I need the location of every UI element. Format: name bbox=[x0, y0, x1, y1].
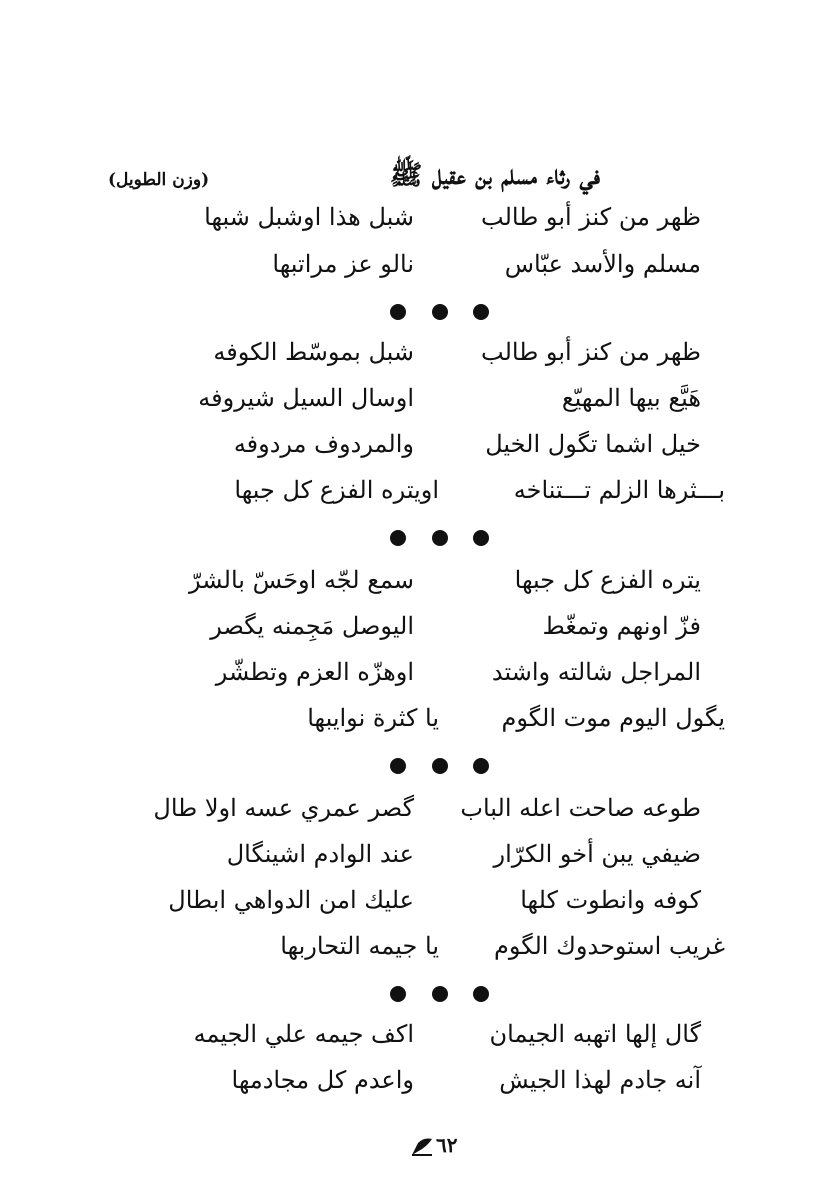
verse bbox=[0, 704, 829, 744]
verse bbox=[0, 476, 829, 516]
verse bbox=[0, 1066, 829, 1106]
quill-icon bbox=[410, 1137, 434, 1157]
verse-first-hemistich: گال إلها اتهبه الجيمان bbox=[489, 1020, 701, 1048]
page-footer bbox=[380, 1133, 500, 1163]
verse-first-hemistich: غريب استوحدوك الگوم bbox=[493, 932, 725, 960]
stanza-separator bbox=[0, 986, 829, 1006]
verse-first-hemistich: يتره الفزع كل جبها bbox=[514, 566, 701, 594]
separator-dot bbox=[432, 986, 448, 1002]
separator-dot bbox=[390, 758, 406, 774]
separator-dot bbox=[390, 530, 406, 546]
verse bbox=[0, 338, 829, 378]
verse-second-hemistich: عليك امن الدواهي ابطال bbox=[168, 886, 414, 914]
stanza-separator bbox=[0, 530, 829, 550]
separator-dot bbox=[390, 986, 406, 1002]
separator-dot bbox=[432, 758, 448, 774]
verse-first-hemistich: آنه جادم لهذا الجيش bbox=[499, 1066, 701, 1094]
verse-second-hemistich: نالو عز مراتبها bbox=[272, 250, 414, 278]
poem-title: في رثاء مسلم بن عقيل ﷺ bbox=[389, 160, 600, 191]
verse bbox=[0, 566, 829, 606]
verse-second-hemistich: سمع لجّه اوحَسّ بالشرّ bbox=[189, 566, 414, 594]
separator-dot bbox=[473, 986, 489, 1002]
verse-second-hemistich: يا جيمه التحاربها bbox=[280, 932, 439, 960]
separator-dot bbox=[390, 304, 406, 320]
verse-first-hemistich: بـــثرها الزلم تـــتناخه bbox=[513, 476, 725, 504]
verse-second-hemistich: يا كثرة نوايبها bbox=[307, 704, 439, 732]
verse-second-hemistich: اوسال السيل شيروفه bbox=[198, 384, 414, 412]
verse-first-hemistich: ضيفي يبن أخو الكرّار bbox=[493, 840, 701, 868]
verse-first-hemistich: ظهر من كنز أبو طالب bbox=[481, 338, 701, 366]
poem-meter: (وزن الطويل) bbox=[108, 170, 210, 190]
verse bbox=[0, 840, 829, 880]
separator-dot bbox=[473, 304, 489, 320]
verse-second-hemistich: گصر عمري عسه اولا طال bbox=[153, 794, 414, 822]
verse-first-hemistich: طوعه صاحت اعله الباب bbox=[460, 794, 701, 822]
verse-first-hemistich: يگول اليوم موت الگوم bbox=[501, 704, 725, 732]
verse-second-hemistich: اوهزّه العزم وتطشّر bbox=[215, 658, 414, 686]
verse bbox=[0, 250, 829, 290]
verse-second-hemistich: عند الوادم اشينگال bbox=[226, 840, 414, 868]
verse-first-hemistich: ظهر من كنز أبو طالب bbox=[481, 203, 701, 231]
verse-second-hemistich: اويتره الفزع كل جبها bbox=[234, 476, 439, 504]
separator-dot bbox=[432, 530, 448, 546]
verse-second-hemistich: والمردوف مردوفه bbox=[233, 430, 414, 458]
verse-first-hemistich: كوفه وانطوت كلها bbox=[520, 886, 701, 914]
page-number: ٦٢ bbox=[436, 1133, 458, 1157]
page-header bbox=[100, 158, 600, 198]
verse bbox=[0, 203, 829, 243]
verse bbox=[0, 886, 829, 926]
verse bbox=[0, 612, 829, 652]
verse-second-hemistich: اليوصل مَجِمنه يگصر bbox=[210, 612, 414, 640]
verse bbox=[0, 384, 829, 424]
stanza-separator bbox=[0, 758, 829, 778]
verse bbox=[0, 794, 829, 834]
separator-dot bbox=[473, 530, 489, 546]
verse-second-hemistich: شبل بموسّط الكوفه bbox=[213, 338, 414, 366]
verse-second-hemistich: اكف جيمه علي الجيمه bbox=[193, 1020, 414, 1048]
verse-first-hemistich: المراجل شالته واشتد bbox=[491, 658, 701, 686]
verse bbox=[0, 1020, 829, 1060]
verse-first-hemistich: فزّ اونهم وتمغّط bbox=[542, 612, 701, 640]
verse bbox=[0, 932, 829, 972]
verse-first-hemistich: مسلم والأسد عبّاس bbox=[504, 250, 701, 278]
verse bbox=[0, 658, 829, 698]
verse bbox=[0, 430, 829, 470]
separator-dot bbox=[473, 758, 489, 774]
verse-second-hemistich: واعدم كل مجادمها bbox=[231, 1066, 414, 1094]
verse-first-hemistich: خيل اشما تگول الخيل bbox=[485, 430, 701, 458]
verse-first-hemistich: هَيَّع بيها المهيّع bbox=[561, 384, 701, 412]
verse-second-hemistich: شبل هذا اوشبل شبها bbox=[204, 203, 414, 231]
separator-dot bbox=[432, 304, 448, 320]
stanza-separator bbox=[0, 304, 829, 324]
